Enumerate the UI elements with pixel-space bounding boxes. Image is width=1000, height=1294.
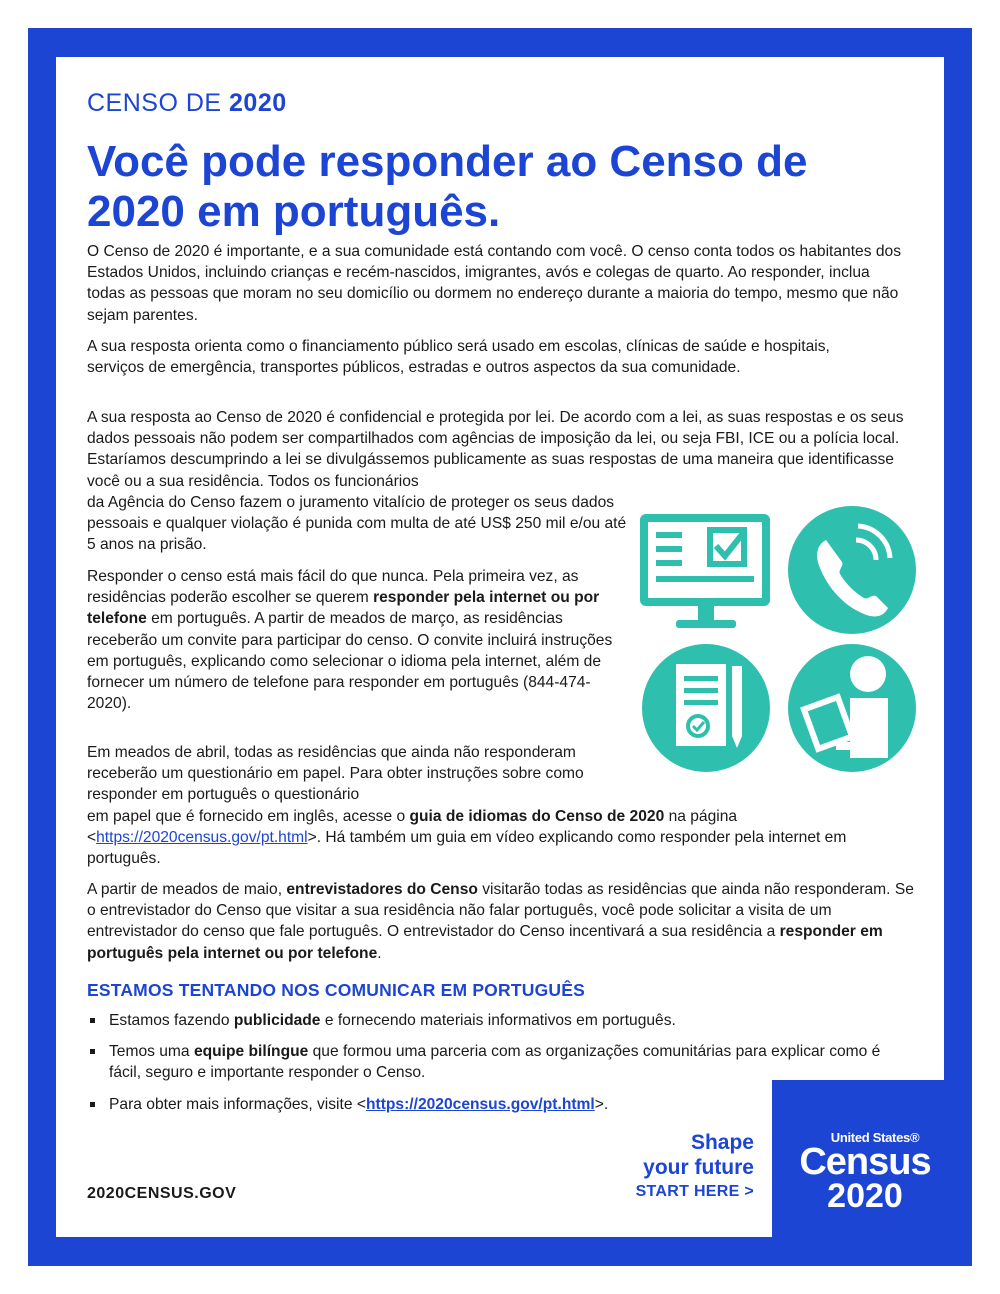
paragraph-confidential-cont: da Agência do Censo fazem o juramento vitalício de proteger os seus dados pessoais e qualquer violação é punida com multa de até US$ 250 mil e/ou até 5 anos na prisão.	[87, 494, 627, 554]
tagline-line1: Shape	[690, 1131, 754, 1154]
phone-icon	[788, 506, 916, 634]
paragraph-funding: A sua resposta orienta como o financiamento público será usado em escolas, clínicas de saúde e hospitais, serviços de emergência, transportes públicos, estradas e outros aspectos da sua comunidade.	[87, 338, 830, 377]
section-heading: ESTAMOS TENTANDO NOS COMUNICAR EM PORTUGUÊS	[87, 980, 585, 1000]
eyebrow-heading: CENSO DE 2020	[87, 89, 287, 117]
paragraph-paper-questionnaire: Em meados de abril, todas as residências que ainda não responderam receberão um questionário em papel. Para obter instruções sobre como responder em português o questionário	[87, 744, 584, 804]
census-pt-link[interactable]: https://2020census.gov/pt.html	[96, 829, 308, 847]
footer-url: 2020CENSUS.GOV	[87, 1185, 237, 1202]
census-logo: United States® Census 2020	[799, 1130, 931, 1215]
computer-form-icon	[640, 514, 770, 628]
info-list	[87, 1010, 907, 1125]
tagline	[636, 1130, 754, 1204]
respondent-icon	[788, 644, 916, 772]
list-item: Temos uma equipe bilíngue que formou uma parceria com as organizações comunitárias para explicar como é fácil, seguro e importante responder o Censo.	[87, 1041, 907, 1083]
paragraph-confidential: A sua resposta ao Censo de 2020 é confidencial e protegida por lei. De acordo com a lei, as suas respostas e os seus dados pessoais não podem ser compartilhados com agências de imposição da lei, ou seja FBI, ICE ou a polícia local. Estaríamos descumprindo a lei se divulgássemos publicamente as suas respostas de uma maneira que identificasse você ou a sua residência. Todos os funcionários	[87, 409, 904, 490]
paragraph-importance: O Censo de 2020 é importante, e a sua comunidade está contando com você. O censo conta todos os habitantes dos Estados Unidos, incluindo crianças e recém-nascidos, imigrantes, avós e colegas de quarto. Ao responder, inclua todas as pessoas que moram no seu domicílio ou dormem no endereço durante a maioria do tempo, mesmo que não sejam parentes.	[87, 243, 901, 324]
more-info-link[interactable]: https://2020census.gov/pt.html	[365, 1095, 595, 1113]
response-modes-illustration	[640, 506, 920, 776]
tagline-line2: your future	[643, 1156, 754, 1179]
start-here-link[interactable]: START HERE >	[635, 1183, 754, 1200]
paper-form-icon	[642, 644, 770, 772]
paragraph-enumerators: A partir de meados de maio, entrevistadores do Censo visitarão todas as residências que ainda não responderam. Se o entrevistador do Censo que visitar a sua residência não falar português, você pode solicitar a visita de um entrevistador do censo que fale português. O entrevistador do Censo incentivará a sua residência a responder em português pela internet ou por telefone.	[87, 881, 914, 962]
list-item: Estamos fazendo publicidade e fornecendo materiais informativos em português.	[87, 1010, 907, 1031]
paragraph-respond-options: Responder o censo está mais fácil do que nunca. Pela primeira vez, as residências poderão escolher se querem responder pela internet ou por telefone em português. A partir de meados de março, as residências receberão um convite para participar do censo. O convite incluirá instruções em português, explicando como selecionar o idioma pela internet, além de fornecer um número de telefone para responder em português (844-474-2020).	[87, 568, 613, 713]
list-item: Para obter mais informações, visite <https://2020census.gov/pt.html>.	[87, 1094, 907, 1115]
paragraph-language-guide: em papel que é fornecido em inglês, acesse o guia de idiomas do Censo de 2020 na página <https://2020census.gov/pt.html>. Há também um guia em vídeo explicando como responder pela internet em português.	[87, 808, 847, 868]
page-title: Você pode responder ao Censo de 2020 em português.	[87, 137, 808, 236]
